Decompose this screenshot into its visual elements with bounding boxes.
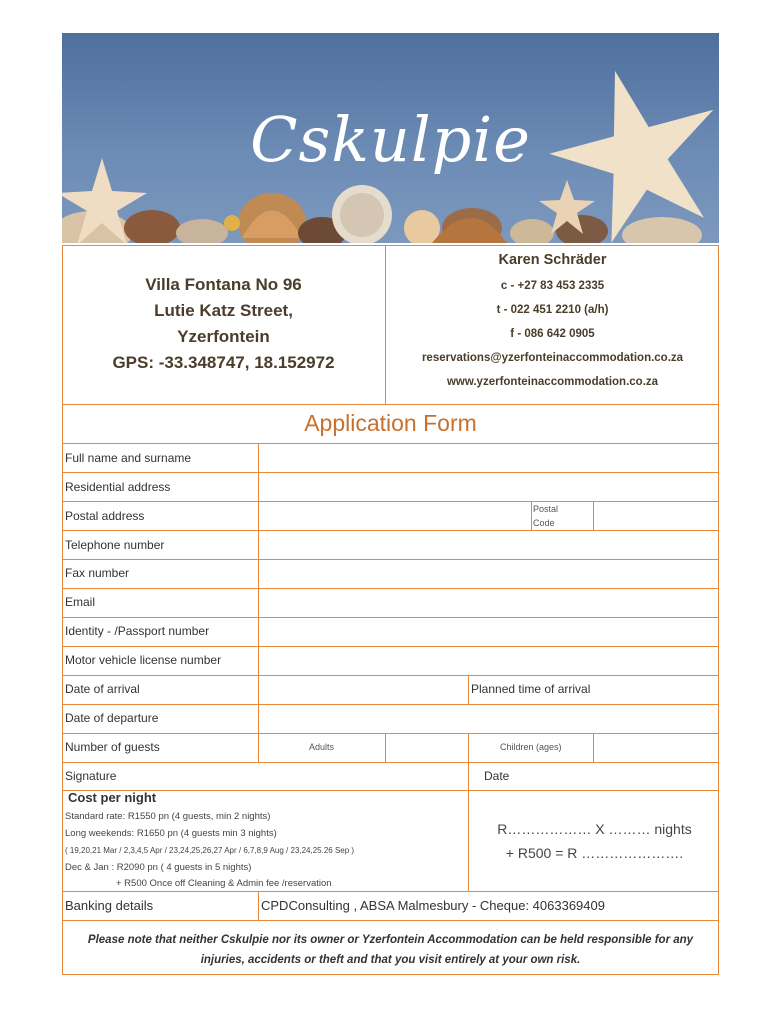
banking-value: CPDConsulting , ABSA Malmesbury - Cheque: 4063369409 — [261, 898, 605, 913]
contact-cell: c - +27 83 453 2335 — [500, 280, 605, 292]
cost-calculation-1: R……………… X ……… nights — [497, 821, 692, 837]
signature-label: Signature — [65, 769, 117, 783]
address-line-2: Lutie Katz Street, — [154, 301, 293, 320]
contact-website[interactable]: www.yzerfonteinaccommodation.co.za — [446, 376, 659, 388]
contact-info — [386, 248, 719, 388]
row-line — [62, 675, 719, 676]
header-banner — [62, 33, 719, 243]
contact-tel: t - 022 451 2210 (a/h) — [496, 304, 609, 316]
residential-address-label: Residential address — [65, 480, 171, 494]
email-label: Email — [65, 595, 96, 609]
row-line — [62, 920, 719, 921]
gps-coordinates: GPS: -33.348747, 18.152972 — [112, 353, 335, 372]
cleaning-fee: + R500 Once off Cleaning & Admin fee /reservation — [116, 878, 332, 889]
date-label: Date — [484, 769, 510, 783]
row-line — [62, 559, 719, 560]
planned-time-label: Planned time of arrival — [471, 682, 591, 696]
row-line — [62, 733, 719, 734]
departure-date-label: Date of departure — [65, 711, 159, 725]
full-name-label: Full name and surname — [65, 451, 192, 465]
form-title: Application Form — [304, 410, 477, 436]
identity-label: Identity - /Passport number — [65, 624, 210, 638]
row-line — [62, 617, 719, 618]
standard-rate: Standard rate: R1550 pn (4 guests, min 2 nights) — [65, 811, 271, 822]
contact-email[interactable]: reservations@yzerfonteinaccommodation.co.za — [421, 352, 684, 364]
disclaimer-line-1: Please note that neither Cskulpie nor its owner or Yzerfontein Accommodation can be held responsible for any — [87, 934, 694, 946]
arrival-date-label: Date of arrival — [65, 682, 140, 696]
postal-code-label — [533, 502, 558, 530]
cost-title: Cost per night — [68, 790, 157, 805]
children-label: Children (ages) — [500, 742, 562, 752]
row-line — [62, 530, 719, 531]
row-line — [62, 588, 719, 589]
contact-name: Karen Schräder — [498, 252, 607, 268]
banking-divider — [258, 891, 259, 920]
label-value-divider — [258, 443, 259, 762]
row-line — [62, 472, 719, 473]
title-bottom-line — [62, 443, 719, 444]
cost-divider — [468, 790, 469, 891]
postal-address-label: Postal address — [65, 509, 145, 523]
header-bottom-line — [62, 404, 719, 405]
contact-fax: f - 086 642 0905 — [510, 328, 595, 340]
banking-label: Banking details — [65, 898, 154, 913]
address-line-1: Villa Fontana No 96 — [145, 275, 302, 294]
vehicle-license-label: Motor vehicle license number — [65, 653, 222, 667]
postal-code-divider — [531, 501, 532, 530]
adults-label: Adults — [309, 742, 335, 752]
guests-divider — [385, 733, 386, 762]
long-weekend-rate: Long weekends: R1650 pn (4 guests min 3 nights) — [65, 828, 277, 839]
property-address — [62, 272, 385, 376]
arrival-divider — [468, 675, 469, 704]
guests-label: Number of guests — [65, 740, 160, 754]
guests-divider — [468, 733, 469, 762]
row-line — [62, 646, 719, 647]
guests-divider — [593, 733, 594, 762]
disclaimer — [62, 930, 719, 970]
signature-divider — [468, 762, 469, 790]
disclaimer-line-2: injuries, accidents or theft and that you visit entirely at your own risk. — [200, 954, 581, 966]
fax-label: Fax number — [65, 566, 130, 580]
telephone-label: Telephone number — [65, 538, 165, 552]
long-weekend-dates: ( 19,20,21 Mar / 2,3,4,5 Apr / 23,24,25,26,27 Apr / 6,7,8,9 Aug / 23,24,25.26 Sep ) — [65, 846, 355, 855]
postal-code-divider — [593, 501, 594, 530]
dec-jan-rate: Dec & Jan : R2090 pn ( 4 guests in 5 nights) — [65, 862, 252, 873]
row-line — [62, 704, 719, 705]
row-line — [62, 762, 719, 763]
row-line — [62, 501, 719, 502]
postal-code-label-2: Code — [533, 518, 555, 528]
row-line — [62, 891, 719, 892]
address-line-3: Yzerfontein — [177, 327, 270, 346]
logo-text: Cskulpie — [250, 103, 531, 176]
row-line — [62, 790, 719, 791]
cost-calculation-2: + R500 = R …………………. — [505, 845, 684, 861]
postal-code-label-1: Postal — [533, 504, 559, 514]
